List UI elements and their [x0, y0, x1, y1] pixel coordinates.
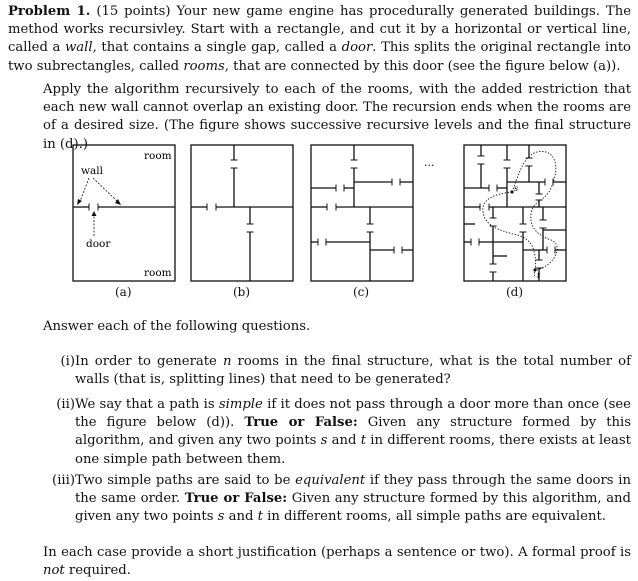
- wall-arrow-right: [93, 178, 119, 203]
- problem-label: Problem 1.: [8, 4, 91, 19]
- question-1: [43, 353, 631, 391]
- label-t: t: [537, 271, 541, 280]
- path-1: [483, 192, 536, 278]
- intro-text-2: , that contains a single gap, called a: [92, 40, 342, 56]
- label-s: s: [514, 184, 519, 193]
- label-room-bottom: room: [144, 267, 172, 279]
- figure-b: [190, 144, 294, 284]
- question-2: [43, 396, 631, 468]
- caption-b: (b): [233, 285, 251, 299]
- intro-text-3: . This splits the original rectangle into two subrectangles, called: [8, 40, 631, 74]
- svg-text:···: ···: [424, 160, 435, 172]
- question-3-number: (iii): [52, 473, 75, 488]
- ellipsis: [422, 160, 442, 174]
- intro-text-1: Your new game engine has procedurally generated buildings. The method works recursivley. Start with a rectangle, and cut it by a horizontal or vertical line, called a: [8, 4, 632, 56]
- question-3: [43, 472, 631, 527]
- term-door: door: [341, 40, 373, 56]
- problem-statement: [8, 3, 631, 76]
- closing-note: In each case provide a short justification (perhaps a sentence or two). A formal proof is not required.: [43, 545, 631, 579]
- question-2-number: (ii): [56, 397, 75, 412]
- figure-a: [72, 144, 176, 284]
- caption-a: (a): [115, 285, 132, 299]
- label-wall: wall: [81, 165, 103, 177]
- label-door: door: [86, 238, 111, 250]
- questions-intro: Answer each of the following questions.: [43, 319, 311, 334]
- figure-c: [310, 144, 414, 284]
- figure-d: [463, 144, 567, 284]
- label-room-top: room: [144, 150, 172, 162]
- question-1-number: (i): [60, 354, 75, 369]
- figure-panel: [0, 140, 638, 305]
- wall-arrow-left: [79, 178, 89, 204]
- question-3-text: Two simple paths are said to be equivalent if they pass through the same doors in the same order. True or False: Given any structure formed by this algorithm, and given any two points s and t in different rooms, all simple paths are equivalent.: [75, 473, 631, 525]
- caption-c: (c): [353, 285, 370, 299]
- term-rooms: rooms: [183, 58, 225, 74]
- term-wall: wall: [65, 40, 93, 56]
- question-2-text: We say that a path is simple if it does not pass through a door more than once (see the figure below (d)). True or False: Given any structure formed by this algorithm, and given any two points s and t in different rooms, there exists at least one simple path between them.: [75, 397, 632, 467]
- question-1-text: In order to generate n rooms in the final structure, what is the total number of walls (that is, splitting lines) that need to be generated?: [75, 354, 632, 388]
- problem-points: (15 points): [96, 4, 171, 19]
- intro-text-4: , that are connected by this door (see the figure below (a)).: [224, 58, 621, 74]
- caption-d: (d): [506, 285, 524, 299]
- recursion-paragraph: Apply the algorithm recursively to each of the rooms, with the added restriction that each new wall cannot overlap an existing door. The recursion ends when the rooms are of a desired size. (The figure shows successive recursive levels and the final structure in (d).): [43, 82, 631, 152]
